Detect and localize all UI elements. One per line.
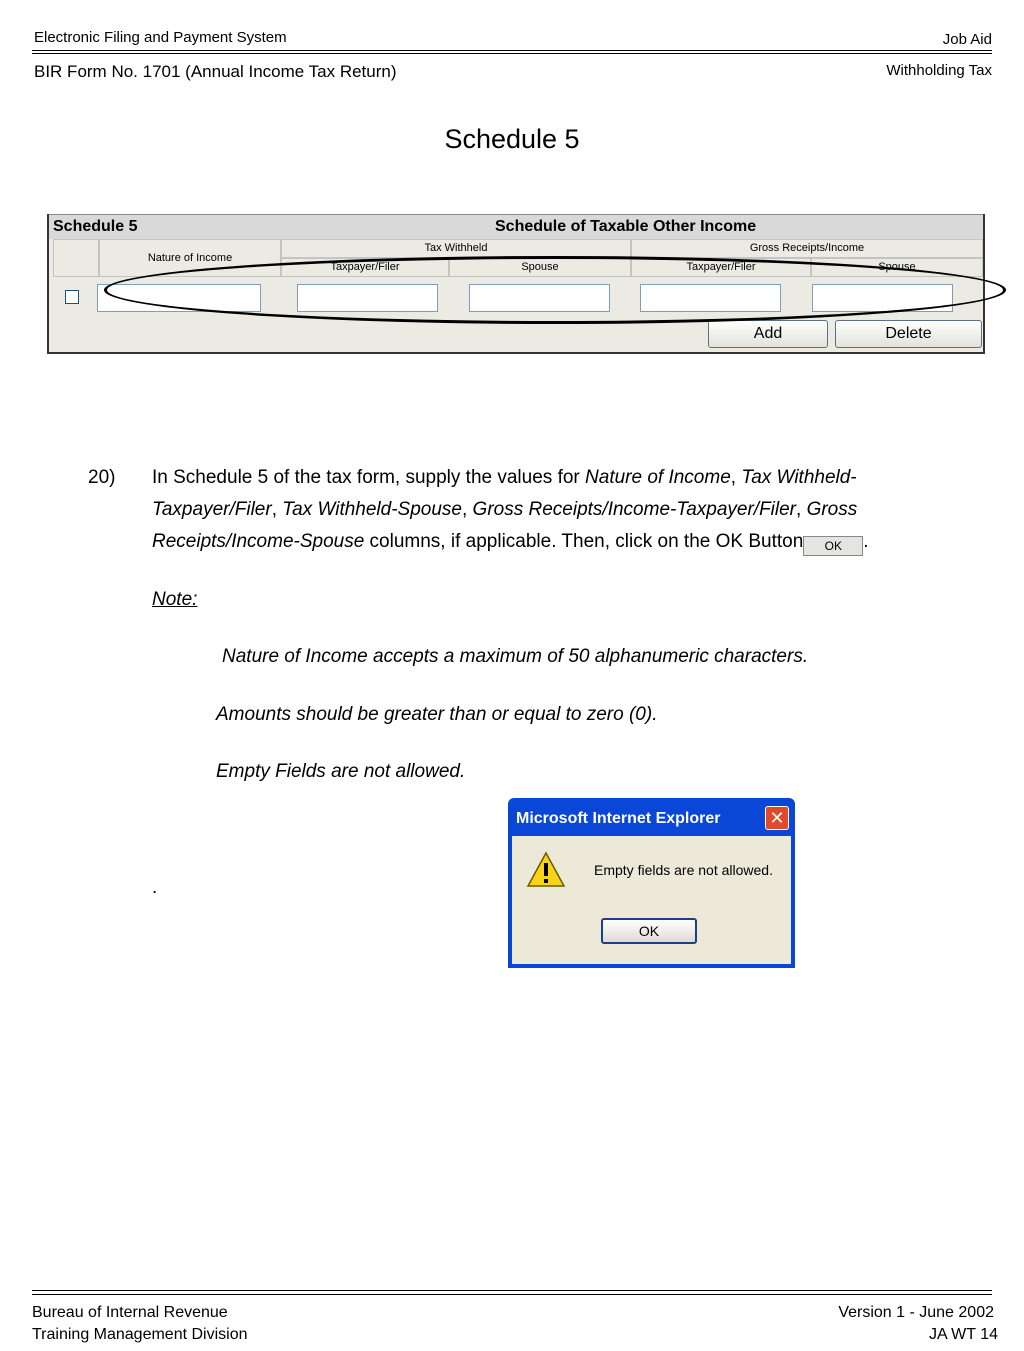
header-system: Electronic Filing and Payment System [34, 29, 287, 46]
note-line-2: Amounts should be greater than or equal to zero (0). [216, 704, 658, 725]
dialog-body [512, 836, 791, 964]
page-title: Schedule 5 [444, 124, 580, 154]
step-instructions [152, 462, 952, 558]
header-divider [32, 50, 992, 51]
stray-period: . [152, 877, 158, 898]
note-line-3: Empty Fields are not allowed. [216, 761, 466, 782]
step-field-name: Nature of Income [585, 467, 731, 488]
schedule-title: Schedule of Taxable Other Income [495, 218, 757, 235]
ok-button-inline: OK [803, 536, 863, 556]
step-text: columns, if applicable. Then, click on the OK Button [364, 531, 804, 552]
step-field-name: Tax Withheld-Spouse [282, 499, 462, 520]
step-field-name: Tax Withheld-Taxpayer/Filer [152, 467, 857, 520]
step-text: , [730, 467, 742, 488]
sub-tax-taxpayer: Taxpayer/Filer [281, 258, 449, 277]
step-field-name: Gross Receipts/Income-Spouse [152, 499, 858, 552]
dialog-title: Microsoft Internet Explorer [516, 810, 721, 827]
warning-icon [526, 850, 566, 890]
header-section: Withholding Tax [886, 62, 992, 79]
step-text: , [271, 499, 283, 520]
step-text: In Schedule 5 of the tax form, supply the values for [152, 467, 586, 488]
delete-button[interactable]: Delete [835, 320, 982, 348]
highlight-ellipse [104, 256, 1006, 324]
schedule-header [49, 214, 983, 239]
group-tax-withheld: Tax Withheld [281, 239, 631, 258]
schedule-label: Schedule 5 [53, 218, 138, 235]
error-dialog [508, 798, 795, 968]
header-divider-2 [32, 53, 992, 54]
dialog-message: Empty fields are not allowed. [594, 862, 773, 878]
footer-page-number: JA WT 14 [928, 1326, 998, 1343]
footer-divider [32, 1290, 992, 1291]
header-select-col [53, 239, 99, 277]
sub-gross-taxpayer: Taxpayer/Filer [631, 258, 811, 277]
step-number: 20) [88, 467, 116, 488]
step-field-name: Gross Receipts/Income-Taxpayer/Filer [472, 499, 797, 520]
step-text: . [863, 531, 869, 552]
group-gross-receipts: Gross Receipts/Income [631, 239, 983, 258]
footer-version: Version 1 - June 2002 [838, 1304, 994, 1321]
close-icon[interactable]: ✕ [765, 806, 789, 830]
add-button[interactable]: Add [708, 320, 828, 348]
step-text: , [461, 499, 473, 520]
footer-division: Training Management Division [32, 1326, 248, 1343]
sub-tax-spouse: Spouse [449, 258, 631, 277]
footer-org: Bureau of Internal Revenue [32, 1304, 228, 1321]
sub-gross-spouse: Spouse [811, 258, 983, 277]
header-doc-type: Job Aid [942, 31, 992, 48]
note-heading: Note: [152, 589, 198, 610]
row-select-checkbox[interactable] [65, 290, 79, 304]
note-line-1: Nature of Income accepts a maximum of 50 alphanumeric characters. [222, 646, 809, 667]
col-nature-of-income: Nature of Income [99, 239, 281, 277]
step-text: , [796, 499, 807, 520]
dialog-ok-button[interactable]: OK [601, 918, 697, 944]
footer-divider-2 [32, 1294, 992, 1295]
header-form: BIR Form No. 1701 (Annual Income Tax Return) [34, 62, 397, 81]
